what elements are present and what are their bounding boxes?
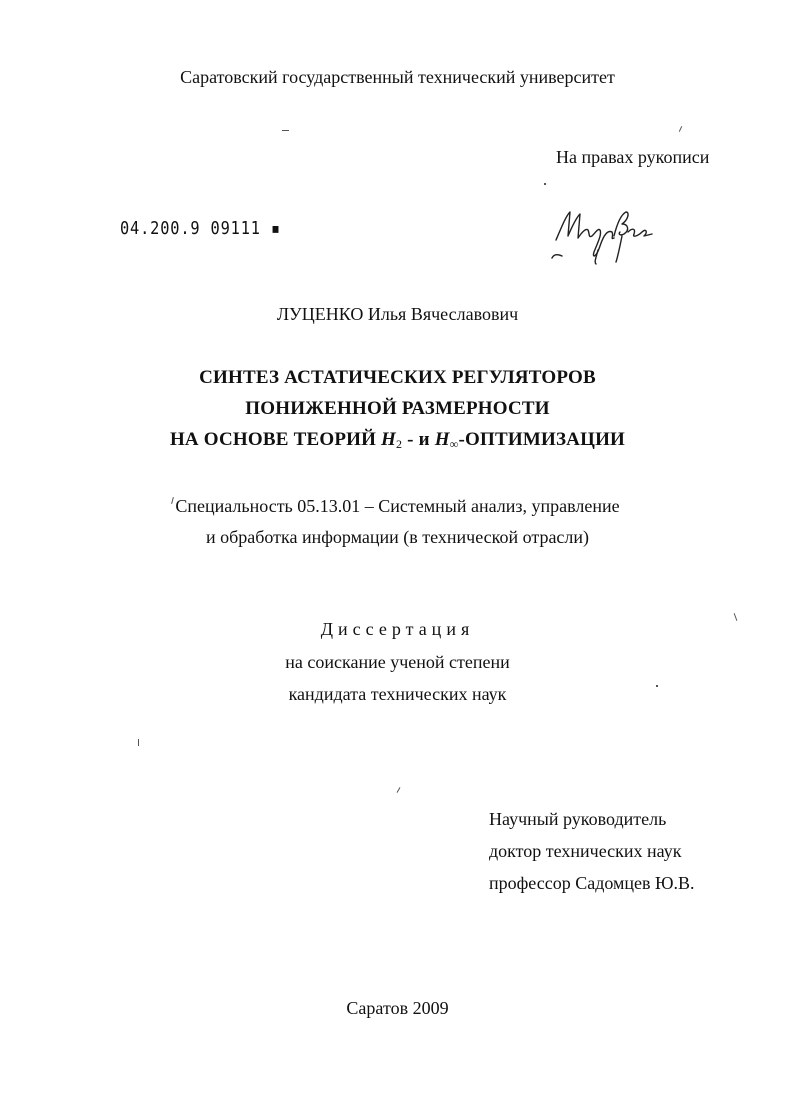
title-line-1: СИНТЕЗ АСТАТИЧЕСКИХ РЕГУЛЯТОРОВ	[199, 367, 596, 388]
dissertation-line-2: кандидата технических наук	[288, 684, 507, 704]
scan-speck	[656, 685, 658, 687]
advisor-role: Научный руководитель	[489, 809, 667, 829]
rights-notice: На правах рукописи	[556, 147, 710, 167]
dissertation-line-1: на соискание ученой степени	[285, 652, 510, 672]
registration-number-text: 04.200.9 09111	[120, 218, 261, 239]
advisor-name: профессор Садомцев Ю.В.	[489, 873, 695, 893]
university-name: Саратовский государственный технический университет	[180, 67, 615, 87]
title-line-3	[0, 428, 795, 456]
author-given-names: Илья Вячеславович	[367, 304, 519, 324]
scan-speck	[679, 126, 682, 132]
sub-two: 2	[396, 437, 403, 451]
scan-speck	[282, 130, 289, 131]
signature-mark	[548, 206, 663, 266]
h-symbol-inf: H	[434, 429, 450, 450]
scan-speck	[138, 739, 139, 746]
title-line-3-middle: - и	[402, 429, 435, 450]
author-surname: ЛУЦЕНКО	[276, 304, 364, 324]
scan-speck	[397, 787, 401, 793]
title-line-3-suffix: -ОПТИМИЗАЦИИ	[458, 429, 626, 450]
advisor-degree: доктор технических наук	[489, 841, 682, 861]
author-name	[0, 303, 795, 325]
dissertation-heading: Диссертация	[320, 619, 475, 639]
specialty-line-1: Специальность 05.13.01 – Системный анализ, управление	[175, 496, 620, 516]
title-line-3-prefix: НА ОСНОВЕ ТЕОРИЙ	[169, 429, 382, 450]
scan-speck	[544, 183, 546, 185]
h-symbol: H	[381, 429, 397, 450]
specialty-line-2: и обработка информации (в технической отрасли)	[205, 527, 590, 547]
title-line-2: ПОНИЖЕННОЙ РАЗМЕРНОСТИ	[245, 398, 550, 419]
city-year: Саратов 2009	[346, 998, 449, 1018]
sub-infinity: ∞	[449, 437, 459, 451]
registration-number: 04.200.9 09111 ▪	[120, 218, 281, 239]
